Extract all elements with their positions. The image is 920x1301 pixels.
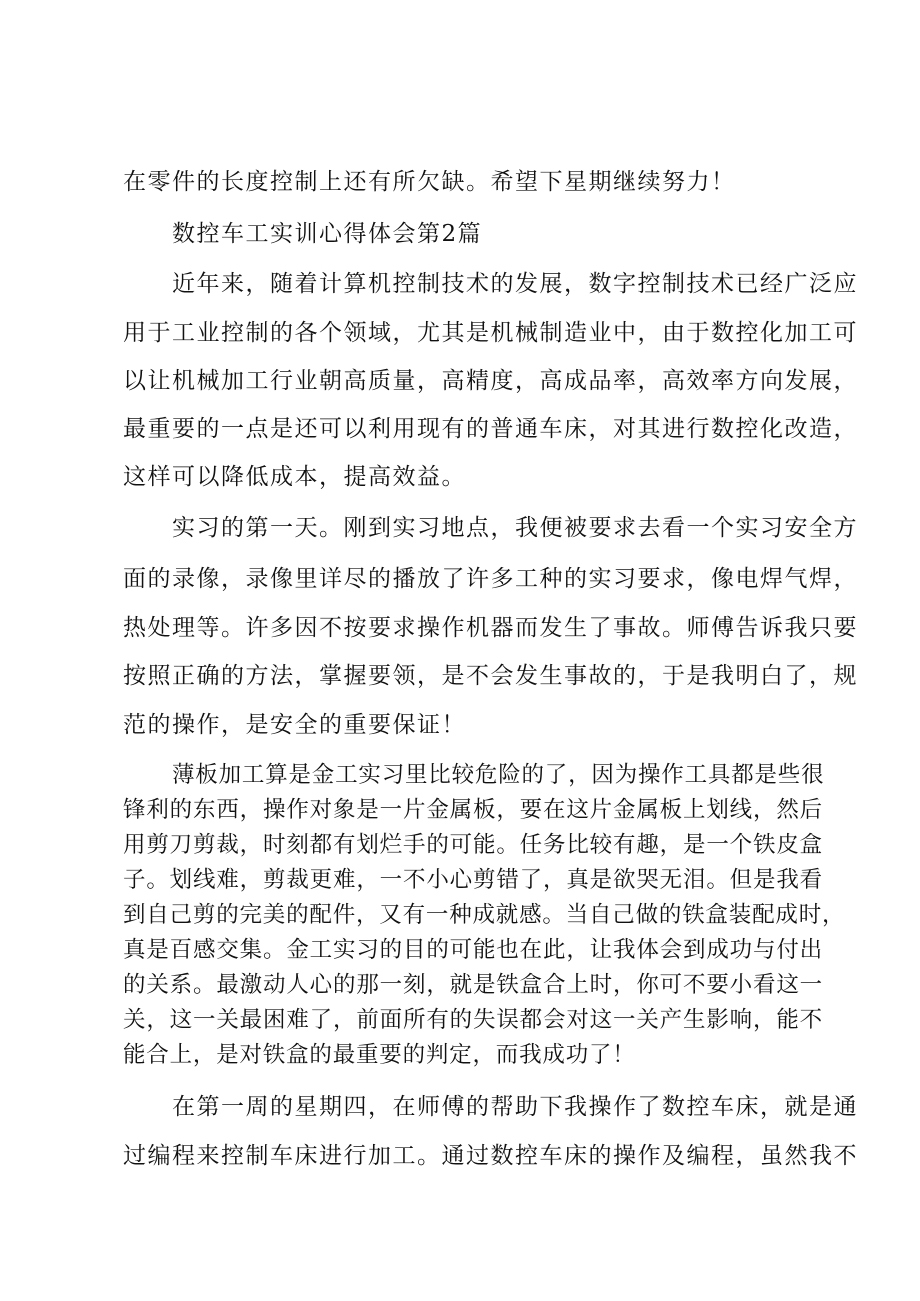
text-line: 面的录像，录像里详尽的播放了许多工种的实习要求，像电焊气焊， <box>123 566 858 592</box>
text-line: 用剪刀剪裁，时刻都有划烂手的可能。任务比较有趣，是一个铁皮盒 <box>123 832 823 858</box>
text-line: 热处理等。许多因不按要求操作机器而发生了事故。师傅告诉我只要 <box>123 615 858 641</box>
text-line: 实习的第一天。刚到实习地点，我便被要求去看一个实习安全方 <box>172 515 858 541</box>
text-line: 关，这一关最困难了，前面所有的失误都会对这一关产生影响，能不 <box>123 1007 823 1033</box>
text-line: 近年来，随着计算机控制技术的发展，数字控制技术已经广泛应 <box>172 271 858 297</box>
text-line: 在零件的长度控制上还有所欠缺。希望下星期继续努力！ <box>123 169 736 195</box>
text-line: 用于工业控制的各个领域，尤其是机械制造业中，由于数控化加工可 <box>123 320 858 346</box>
text-line: 按照正确的方法，掌握要领，是不会发生事故的，于是我明白了，规 <box>123 663 858 689</box>
text-line: 锋利的东西，操作对象是一片金属板，要在这片金属板上划线，然后 <box>123 797 823 823</box>
text-line: 范的操作，是安全的重要保证！ <box>123 712 466 738</box>
text-line: 这样可以降低成本，提高效益。 <box>123 464 466 490</box>
text-line: 的关系。最激动人心的那一刻，就是铁盒合上时，你可不要小看这一 <box>123 972 823 998</box>
text-line: 薄板加工算是金工实习里比较危险的了，因为操作工具都是些很 <box>172 762 825 788</box>
text-line: 真是百感交集。金工实习的目的可能也在此，让我体会到成功与付出 <box>123 937 823 963</box>
text-line: 过编程来控制车床进行加工。通过数控车床的操作及编程，虽然我不 <box>123 1143 858 1169</box>
text-line: 能合上，是对铁盒的最重要的判定，而我成功了！ <box>123 1042 636 1068</box>
text-line: 子。划线难，剪裁更难，一不小心剪错了，真是欲哭无泪。但是我看 <box>123 867 823 893</box>
section-title: 数控车工实训心得体会第2篇 <box>172 221 483 247</box>
text-line: 在第一周的星期四，在师傅的帮助下我操作了数控车床，就是通 <box>172 1094 858 1120</box>
text-line: 最重要的一点是还可以利用现有的普通车床，对其进行数控化改造， <box>123 416 858 442</box>
text-line: 以让机械加工行业朝高质量，高精度，高成品率，高效率方向发展， <box>123 368 858 394</box>
text-line: 到自己剪的完美的配件，又有一种成就感。当自己做的铁盒装配成时， <box>123 902 846 928</box>
